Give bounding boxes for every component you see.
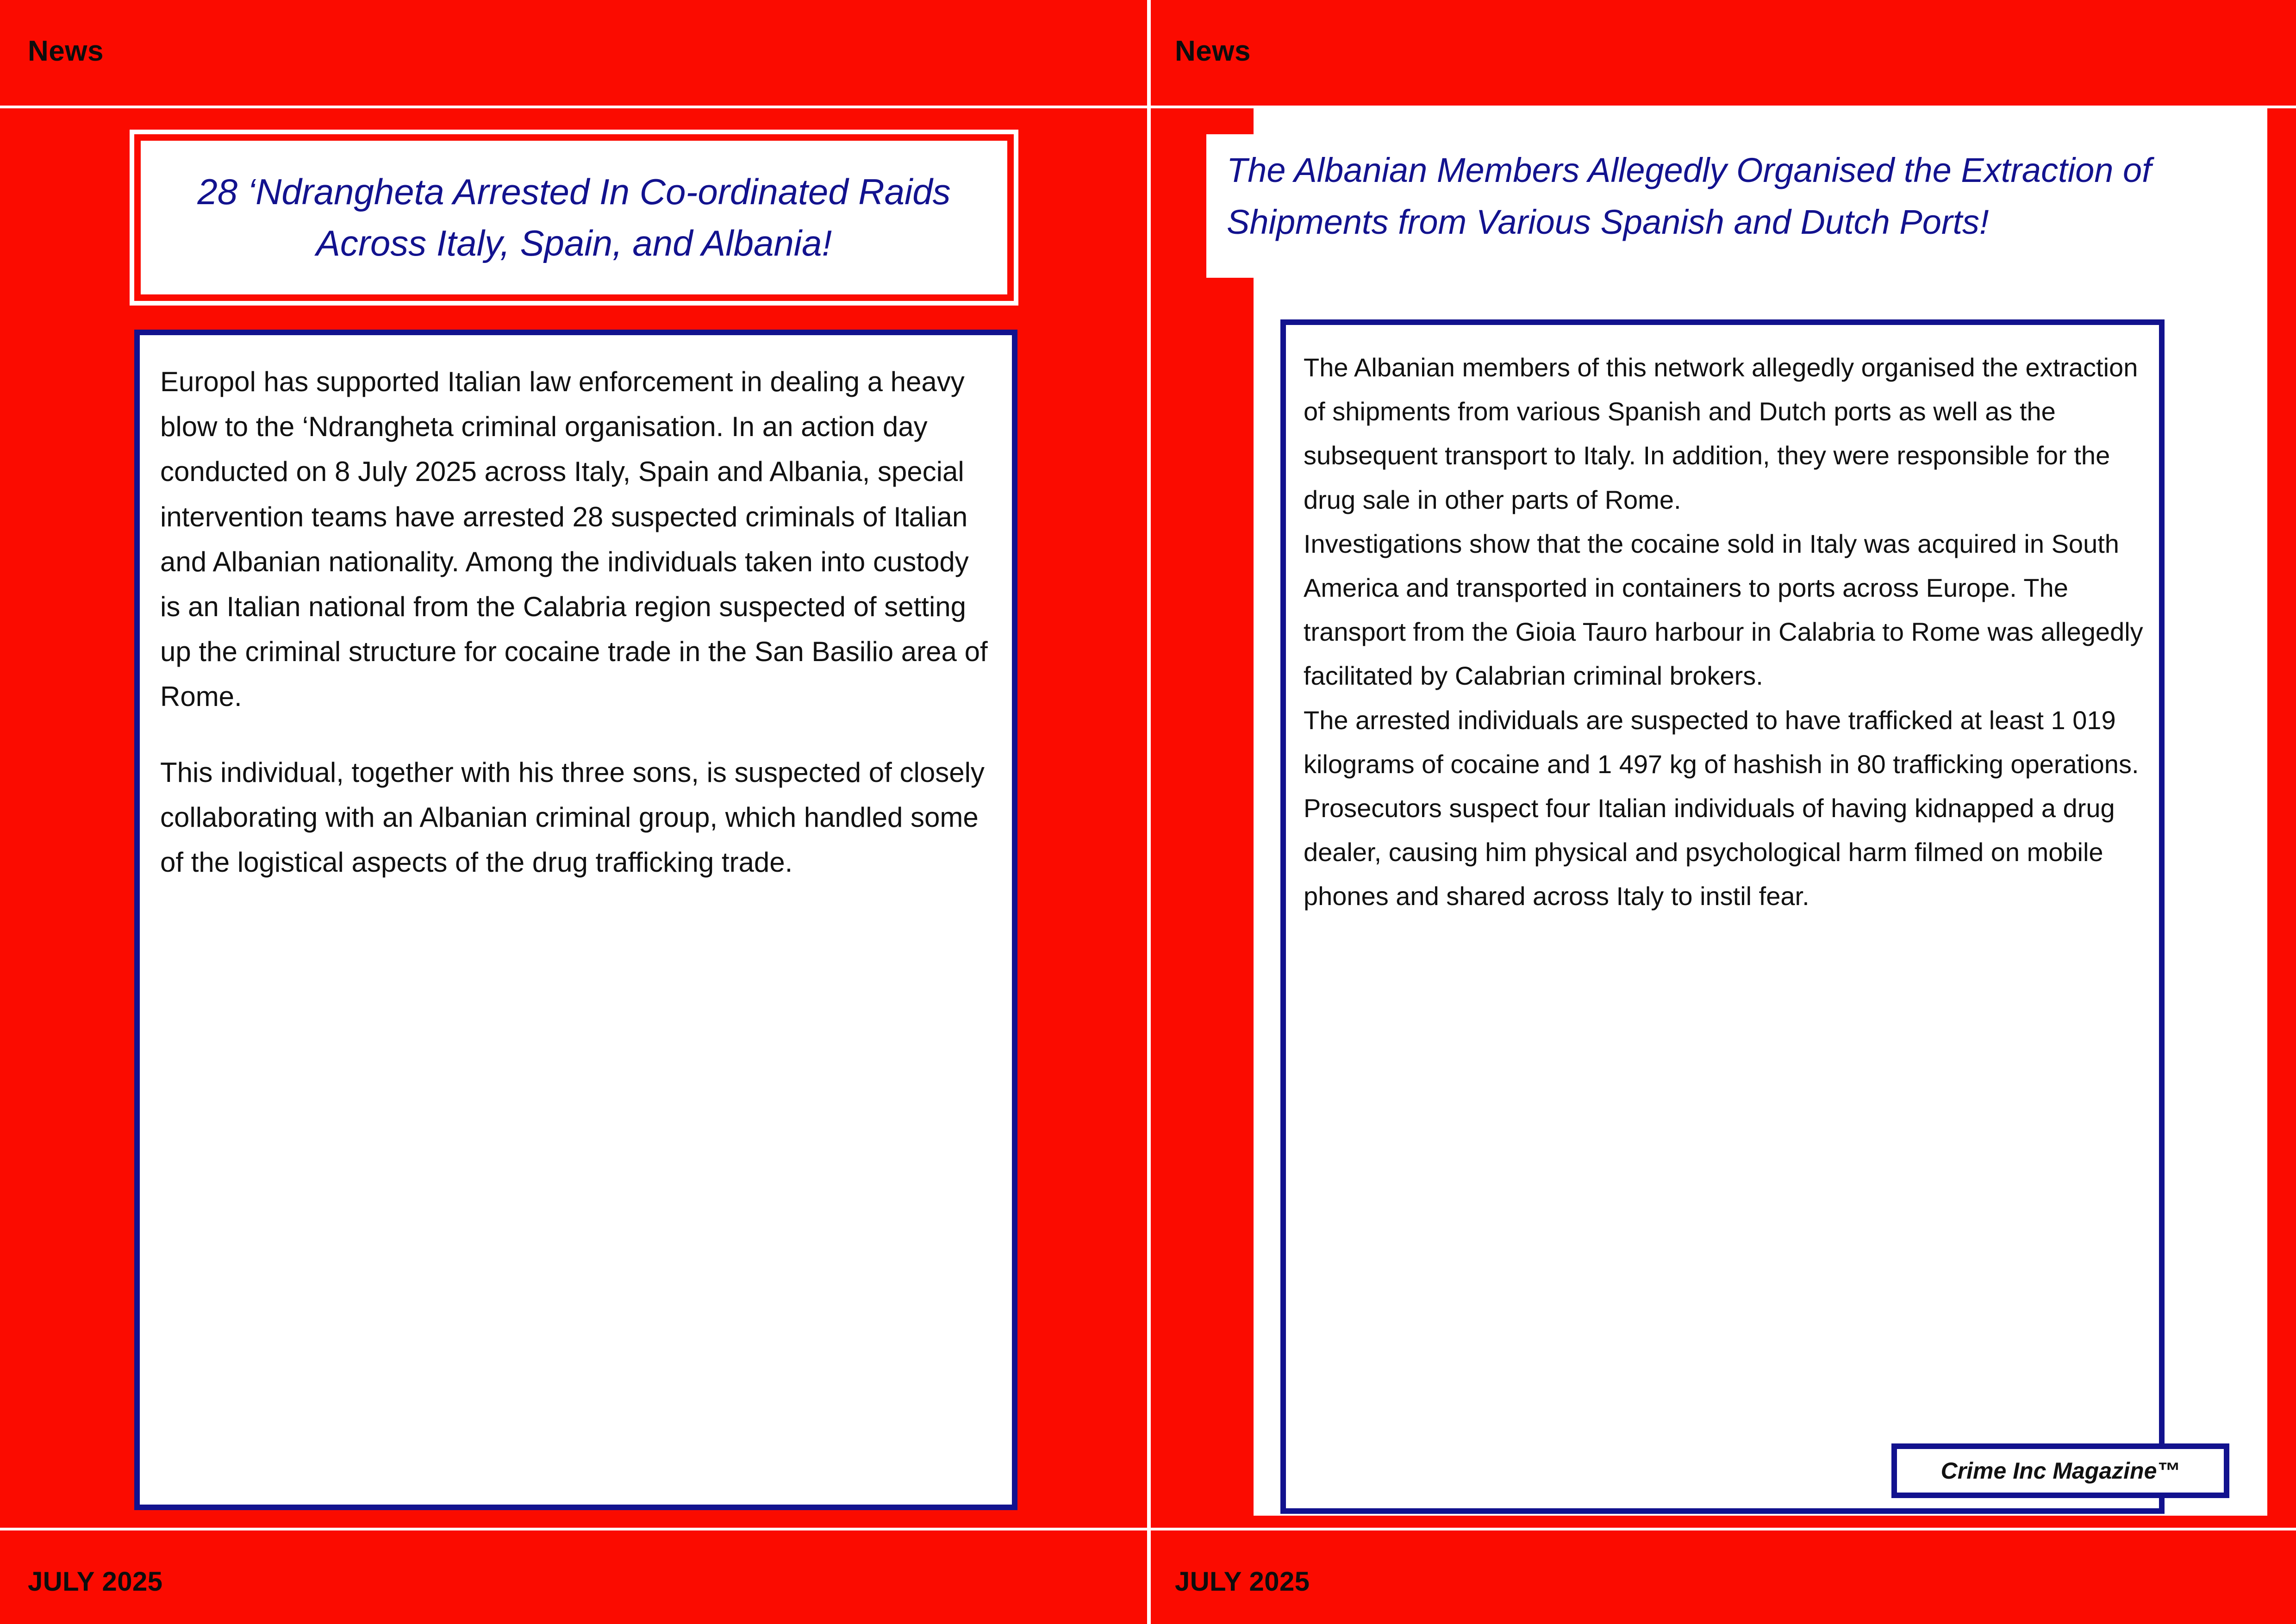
left-article-paragraph-2: This individual, together with his three sons, is suspected of closely collaborating with an Albanian criminal group, which handled some of the logistical aspects of the drug trafficking trade. [160, 756, 985, 878]
right-article-paragraph-2: Investigations show that the cocaine sold in Italy was acquired in South America and transported in containers to ports across Europe. The transport from the Gioia Tauro harbour in Calabria to Rome was allegedly facilitated by Calabrian criminal brokers. [1304, 529, 2143, 691]
magazine-stamp-text: Crime Inc Magazine™ [1940, 1458, 2180, 1484]
left-footer-divider [0, 1528, 1147, 1530]
left-headline-text: 28 ‘Ndrangheta Arrested In Co-ordinated Raids Across Italy, Spain, and Albania! [197, 171, 951, 263]
right-footer-divider [1151, 1528, 2296, 1530]
magazine-stamp [1891, 1443, 2229, 1498]
right-section-kicker: News [1175, 35, 1251, 67]
left-article-box [134, 330, 1017, 1510]
left-section-kicker: News [28, 35, 104, 67]
right-article-body [1304, 345, 2143, 918]
spread-gutter [1147, 0, 1151, 1624]
right-article-paragraph-3: The arrested individuals are suspected to have trafficked at least 1 019 kilograms of cocaine and 1 497 kg of hashish in 80 trafficking operations. Prosecutors suspect four Italian individuals of having kidnapped a drug dealer, causing him physical and psychological harm filmed on mobile phones and shared across Italy to instil fear. [1304, 705, 2139, 911]
right-page-header [1151, 0, 2296, 106]
left-page-header [0, 0, 1147, 106]
left-article-body [160, 359, 992, 885]
right-page [1151, 0, 2296, 1624]
left-article-paragraph-1: Europol has supported Italian law enforcement in dealing a heavy blow to the ‘Ndrangheta criminal organisation. In an action day conducted on 8 July 2025 across Italy, Spain and Albania, special intervention teams have arrested 28 suspected criminals of Italian and Albanian nationality. Among the individuals taken into custody is an Italian national from the Calabria region suspected of setting up the criminal structure for cocaine trade in the San Basilio area of Rome. [160, 366, 988, 712]
right-headline-text: The Albanian Members Allegedly Organised the Extraction of Shipments from Various Spanish and Dutch Ports! [1227, 151, 2152, 242]
left-issue-date: JULY 2025 [28, 1567, 163, 1597]
right-red-margin-strip [1151, 108, 1206, 1516]
right-headline-box [1206, 134, 2234, 278]
right-article-paragraph-1: The Albanian members of this network allegedly organised the extraction of shipments from various Spanish and Dutch ports as well as the subsequent transport to Italy. In addition, they were responsible for the drug sale in other parts of Rome. [1304, 353, 2138, 514]
left-page [0, 0, 1147, 1624]
right-article-box [1280, 319, 2165, 1514]
left-headline-box [134, 134, 1014, 301]
left-page-footer [0, 1528, 1147, 1624]
right-issue-date: JULY 2025 [1175, 1567, 1310, 1597]
right-page-footer [1151, 1528, 2296, 1624]
